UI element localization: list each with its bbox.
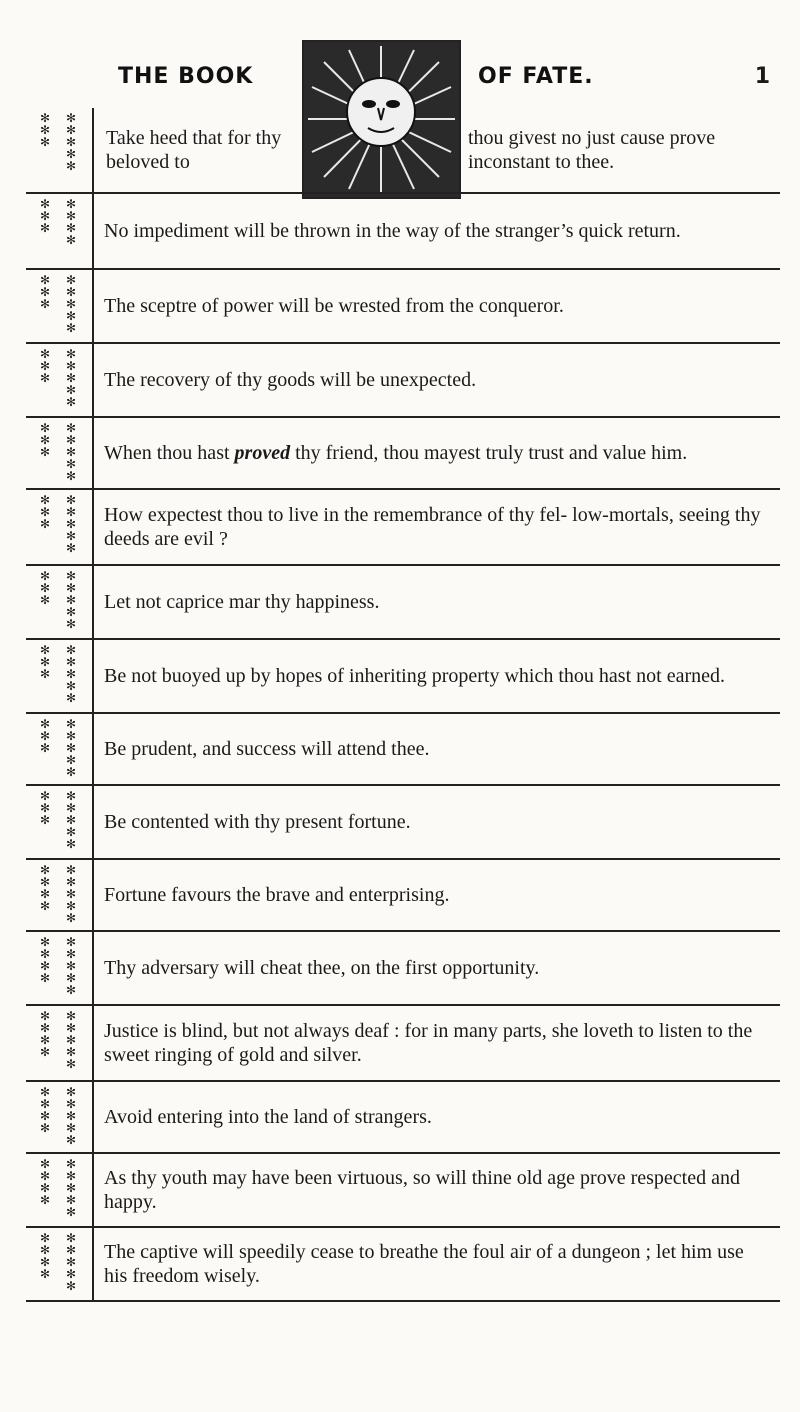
oracle-text-continued: thou givest no just cause prove inconstant to thee. bbox=[468, 127, 716, 173]
oracle-text: No impediment will be thrown in the way of the stranger’s quick return. bbox=[104, 220, 681, 242]
star-symbols: ✻ ✻ ✻ ✻ ✻ ✻ ✻ bbox=[26, 194, 94, 268]
oracle-row bbox=[26, 108, 780, 194]
star-symbols: ✻ ✻ ✻ ✻ ✻ ✻ ✻ ✻ ✻ bbox=[26, 1154, 94, 1226]
oracle-row bbox=[26, 418, 780, 490]
star-symbols: ✻ ✻ ✻ ✻ ✻ ✻ ✻ ✻ ✻ bbox=[26, 1228, 94, 1300]
star-symbols: ✻ ✻ ✻ ✻ ✻ ✻ ✻ ✻ ✻ bbox=[26, 1006, 94, 1080]
star-symbols: ✻ ✻ ✻ ✻ ✻ ✻ ✻ ✻ bbox=[26, 786, 94, 858]
star-symbols: ✻ ✻ ✻ ✻ ✻ ✻ ✻ ✻ bbox=[26, 490, 94, 564]
oracle-row bbox=[26, 194, 780, 270]
star-symbols: ✻ ✻ ✻ ✻ ✻ ✻ ✻ ✻ bbox=[26, 270, 94, 342]
oracle-text: How expectest thou to live in the remembrance of thy fel- low-mortals, seeing thy deeds are evil ? bbox=[104, 504, 761, 550]
oracle-text: Thy adversary will cheat thee, on the first opportunity. bbox=[104, 957, 540, 979]
oracle-text: Justice is blind, but not always deaf : for in many parts, she loveth to listen to the sweet ringing of gold and silver. bbox=[104, 1020, 753, 1066]
star-symbols: ✻ ✻ ✻ ✻ ✻ ✻ ✻ ✻ bbox=[26, 640, 94, 712]
oracle-row bbox=[26, 860, 780, 932]
oracle-row bbox=[26, 714, 780, 786]
star-symbols: ✻ ✻ ✻ ✻ ✻ ✻ ✻ ✻ bbox=[26, 714, 94, 784]
oracle-row bbox=[26, 932, 780, 1006]
oracle-row bbox=[26, 1082, 780, 1154]
oracle-text: The captive will speedily cease to breathe the foul air of a dungeon ; let him use his freedom wisely. bbox=[104, 1241, 744, 1287]
oracle-row bbox=[26, 1228, 780, 1302]
oracle-text: Avoid entering into the land of strangers. bbox=[104, 1106, 432, 1128]
oracle-text: Take heed that for thy beloved to bbox=[106, 127, 282, 173]
oracle-row bbox=[26, 490, 780, 566]
page-number: 1 bbox=[754, 64, 770, 89]
oracle-text: The sceptre of power will be wrested from the conqueror. bbox=[104, 295, 564, 317]
book-title-left: THE BOOK bbox=[118, 64, 254, 89]
oracle-row bbox=[26, 640, 780, 714]
star-symbols: ✻ ✻ ✻ ✻ ✻ ✻ ✻ ✻ bbox=[26, 108, 94, 192]
oracle-row bbox=[26, 344, 780, 418]
star-symbols: ✻ ✻ ✻ ✻ ✻ ✻ ✻ ✻ bbox=[26, 344, 94, 416]
oracle-text: Fortune favours the brave and enterprising. bbox=[104, 884, 450, 906]
oracle-text: When thou hast proved thy friend, thou mayest truly trust and value him. bbox=[104, 442, 688, 464]
oracle-row bbox=[26, 786, 780, 860]
oracle-row bbox=[26, 270, 780, 344]
oracle-text: Be contented with thy present fortune. bbox=[104, 811, 411, 833]
star-symbols: ✻ ✻ ✻ ✻ ✻ ✻ ✻ ✻ ✻ bbox=[26, 1082, 94, 1152]
book-title-right: OF FATE. bbox=[478, 64, 594, 89]
star-symbols: ✻ ✻ ✻ ✻ ✻ ✻ ✻ ✻ ✻ bbox=[26, 932, 94, 1004]
star-symbols: ✻ ✻ ✻ ✻ ✻ ✻ ✻ ✻ bbox=[26, 566, 94, 638]
star-symbols: ✻ ✻ ✻ ✻ ✻ ✻ ✻ ✻ bbox=[26, 418, 94, 488]
oracle-text: Be not buoyed up by hopes of inheriting property which thou hast not earned. bbox=[104, 665, 725, 687]
star-symbols: ✻ ✻ ✻ ✻ ✻ ✻ ✻ ✻ ✻ bbox=[26, 860, 94, 930]
oracle-row bbox=[26, 566, 780, 640]
oracle-text: Be prudent, and success will attend thee. bbox=[104, 738, 430, 760]
oracle-text: The recovery of thy goods will be unexpected. bbox=[104, 369, 477, 391]
oracle-text: Let not caprice mar thy happiness. bbox=[104, 591, 380, 613]
oracle-text: As thy youth may have been virtuous, so will thine old age prove respected and happy. bbox=[104, 1167, 740, 1213]
oracle-row bbox=[26, 1006, 780, 1082]
oracle-row bbox=[26, 1154, 780, 1228]
